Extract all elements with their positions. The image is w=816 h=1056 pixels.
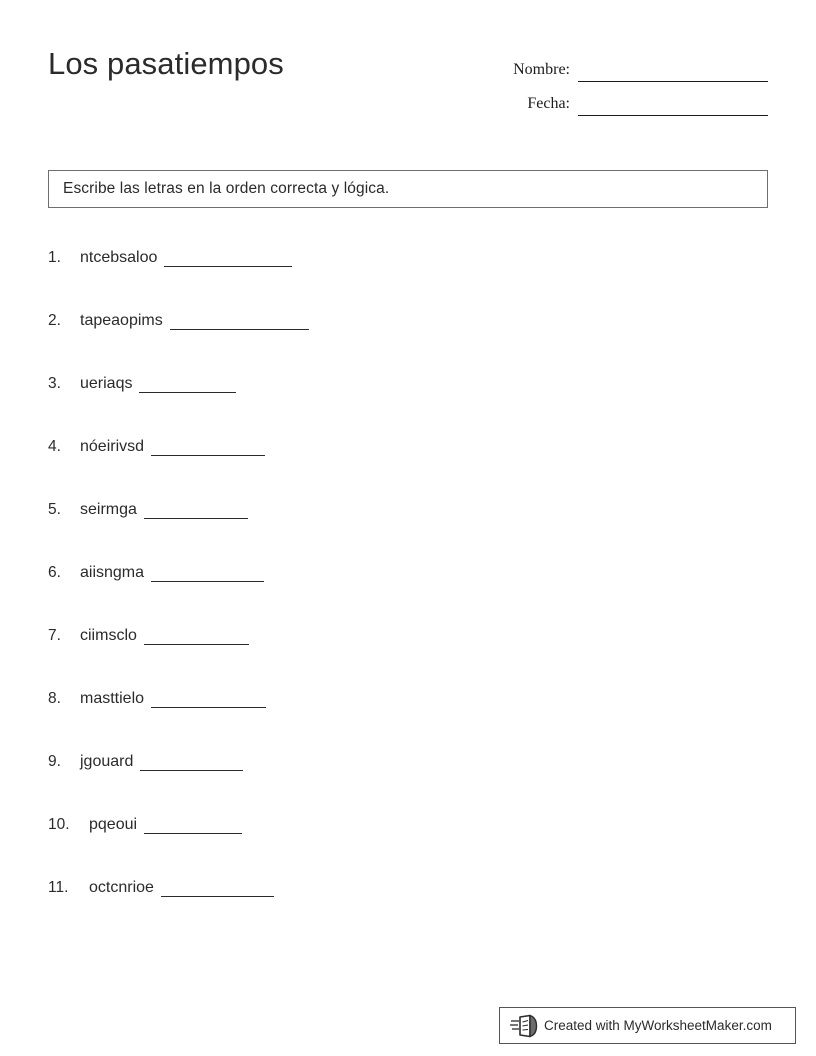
- myworksheetmaker-logo-icon: [510, 1014, 538, 1038]
- question-row-10: [48, 815, 768, 878]
- question-number: 2.: [48, 312, 61, 329]
- answer-line[interactable]: [144, 644, 249, 645]
- scrambled-word: masttielo: [80, 690, 145, 707]
- question-number: 7.: [48, 627, 61, 644]
- answer-line[interactable]: [164, 266, 292, 267]
- question-number: 5.: [48, 501, 61, 518]
- question-row-4: [48, 437, 768, 500]
- scrambled-word: nóeirivsd: [80, 438, 145, 455]
- question-number: 10.: [48, 816, 70, 833]
- question-row-6: [48, 563, 768, 626]
- date-field-label: Fecha:: [527, 95, 570, 112]
- name-field-row: [478, 48, 768, 82]
- name-field-label: Nombre:: [513, 61, 570, 78]
- date-field-input[interactable]: [578, 93, 768, 116]
- instruction-text: Escribe las letras en la orden correcta y lógica.: [63, 180, 390, 197]
- instruction-box: [48, 170, 768, 208]
- answer-line[interactable]: [151, 455, 265, 456]
- answer-line[interactable]: [144, 518, 248, 519]
- answer-line[interactable]: [161, 896, 274, 897]
- question-list: [48, 248, 768, 941]
- scrambled-word: ciimsclo: [80, 627, 137, 644]
- answer-line[interactable]: [151, 581, 264, 582]
- scrambled-word: pqeoui: [89, 816, 138, 833]
- name-field-input[interactable]: [578, 59, 768, 82]
- date-field-row: [478, 82, 768, 116]
- answer-line[interactable]: [151, 707, 266, 708]
- question-row-7: [48, 626, 768, 689]
- answer-line[interactable]: [140, 770, 243, 771]
- answer-line[interactable]: [144, 833, 242, 834]
- student-meta-fields: [478, 48, 768, 116]
- question-row-5: [48, 500, 768, 563]
- question-number: 9.: [48, 753, 61, 770]
- answer-line[interactable]: [170, 329, 309, 330]
- page-title: Los pasatiempos: [48, 46, 284, 81]
- scrambled-word: ueriaqs: [80, 375, 133, 392]
- question-row-2: [48, 311, 768, 374]
- question-row-3: [48, 374, 768, 437]
- scrambled-word: jgouard: [80, 753, 134, 770]
- scrambled-word: octcnrioe: [89, 879, 154, 896]
- created-with-text: Created with MyWorksheetMaker.com: [544, 1018, 772, 1033]
- scrambled-word: seirmga: [80, 501, 137, 518]
- created-with-badge[interactable]: [499, 1007, 796, 1044]
- question-number: 3.: [48, 375, 61, 392]
- answer-line[interactable]: [139, 392, 236, 393]
- scrambled-word: ntcebsaloo: [80, 249, 158, 266]
- question-row-8: [48, 689, 768, 752]
- question-number: 6.: [48, 564, 61, 581]
- question-row-9: [48, 752, 768, 815]
- question-number: 8.: [48, 690, 61, 707]
- question-number: 4.: [48, 438, 61, 455]
- scrambled-word: aiisngma: [80, 564, 145, 581]
- scrambled-word: tapeaopims: [80, 312, 163, 329]
- question-row-11: [48, 878, 768, 941]
- question-number: 11.: [48, 879, 69, 896]
- worksheet-header: [48, 40, 768, 120]
- question-number: 1.: [48, 249, 61, 266]
- question-row-1: [48, 248, 768, 311]
